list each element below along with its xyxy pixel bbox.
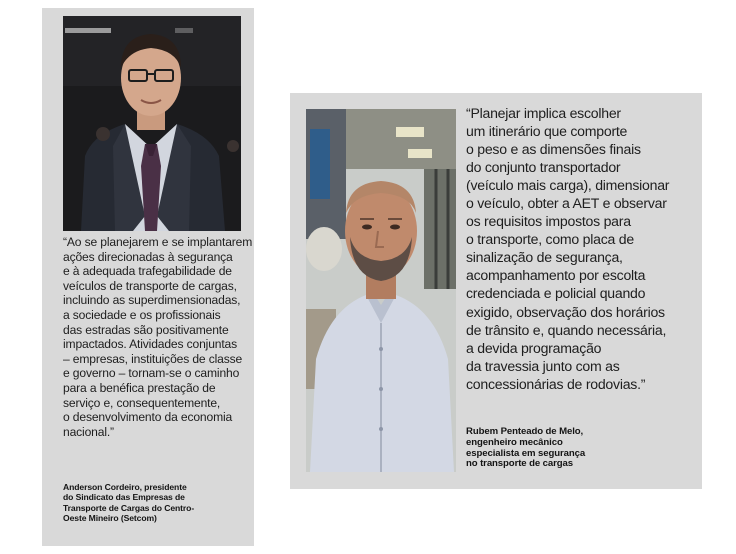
quote-attribution: Anderson Cordeiro, presidente do Sindicato das Empresas de Transporte de Cargas do Centro- Oeste Mineiro (Setcom) — [63, 482, 195, 523]
quote-text: “Planejar implica escolher um itinerário que comporte o peso e as dimensões finais do conjunto transportador (veículo mais carga), dimensionar o veículo, obter a AET e observar os requisitos impostos para o transporte, como placa de sinalização de segurança, acompanhamento por escolta credenciada e policial quando exigido, observação dos horários de trânsito e, quando necessária, a devida programação da travessia junto com as concessionárias de rodovias.” — [466, 105, 670, 392]
quote-attribution: Rubem Penteado de Melo, engenheiro mecânico especialista em segurança no transporte de cargas — [466, 426, 586, 470]
quote-text: “Ao se planejarem e se implantarem ações direcionadas à segurança e à adequada trafegabilidade de veículos de transporte de cargas, incluindo as superdimensionadas, a sociedade e os profissionais das estradas são positivamente impactados. Atividades conjuntas – empresas, instituições de classe e governo – tornam-se o caminho para a benéfica prestação de serviço e, consequentemente, o desenvolvimento da economia nacional.” — [63, 235, 253, 439]
quote-card-right — [290, 93, 702, 489]
anderson-cordeiro-photo — [63, 16, 241, 231]
quote-card-left — [42, 8, 254, 546]
portrait-icon — [306, 109, 456, 472]
portrait-icon — [63, 16, 241, 231]
rubem-penteado-photo — [306, 109, 456, 472]
